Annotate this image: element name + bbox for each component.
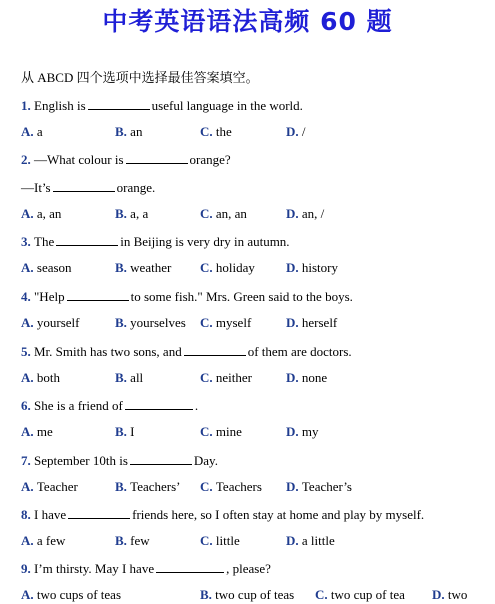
question-4-option-b[interactable] [115,315,186,331]
question-text-after: useful language in the world. [151,98,303,113]
question-5-text [21,343,352,360]
option-letter: A. [21,260,37,275]
option-text: none [301,370,328,385]
question-8-option-b[interactable] [115,533,150,549]
option-letter: C. [200,206,216,221]
question-5-option-d[interactable] [286,370,327,386]
option-letter: A. [21,479,37,494]
question-2-option-b[interactable] [115,206,148,222]
option-letter: D. [286,315,302,330]
option-letter: A. [21,587,37,602]
option-letter: D. [286,124,302,139]
option-letter: A. [21,124,37,139]
option-text: mine [215,424,242,439]
option-letter: C. [200,124,216,139]
question-5-option-b[interactable] [115,370,143,386]
option-letter: C. [200,260,216,275]
option-letter: C. [200,315,216,330]
option-letter: B. [115,260,131,275]
option-text: Teacher’s [301,479,352,494]
question-text-after: orange? [189,152,231,167]
question-number: 9. [21,561,34,576]
page-title: 中考英语语法高频 60 题 [102,7,393,36]
option-letter: A. [21,424,37,439]
option-letter: D. [286,206,302,221]
question-3-option-a[interactable] [21,260,72,276]
question-text-before: I’m thirsty. May I have [34,561,155,576]
option-text: an, an [215,206,247,221]
option-text: weather [130,260,172,275]
question-4-option-a[interactable] [21,315,80,331]
question-number: 4. [21,289,34,304]
option-text: yourselves [130,315,186,330]
question-4-option-d[interactable] [286,315,337,331]
option-letter: C. [200,370,216,385]
answer-blank [53,179,115,192]
option-text: history [301,260,339,275]
answer-blank [126,151,188,164]
option-letter: B. [200,587,216,602]
option-text: myself [215,315,252,330]
question-6-option-a[interactable] [21,424,53,440]
option-letter: B. [115,206,131,221]
option-text: herself [301,315,338,330]
question-2-option-c[interactable] [200,206,247,222]
question-number: 8. [21,507,34,522]
question-4-option-c[interactable] [200,315,251,331]
option-text: my [301,424,319,439]
answer-blank [130,452,192,465]
question-6-option-d[interactable] [286,424,319,440]
question-9-option-a[interactable] [21,587,121,603]
option-letter: C. [200,479,216,494]
question-2-option-a[interactable] [21,206,61,222]
option-letter: C. [315,587,331,602]
option-letter: A. [21,315,37,330]
question-text-after: , please? [226,561,271,576]
question-number: 6. [21,398,34,413]
question-1-option-d[interactable] [286,124,306,140]
answer-blank [125,397,193,410]
question-7-option-c[interactable] [200,479,262,495]
question-3-option-b[interactable] [115,260,171,276]
option-text: an, / [301,206,325,221]
option-text: neither [215,370,252,385]
question-3-option-c[interactable] [200,260,255,276]
option-text: me [36,424,53,439]
option-text: yourself [36,315,80,330]
question-text-before: The [34,234,55,249]
question-9-option-c[interactable] [315,587,405,603]
option-text: I [130,424,135,439]
answer-blank [88,97,150,110]
option-text: a few [36,533,66,548]
option-letter: C. [200,533,216,548]
option-letter: D. [286,370,302,385]
option-text: both [36,370,61,385]
question-8-option-a[interactable] [21,533,65,549]
option-text: season [36,260,72,275]
question-text-after: of them are doctors. [247,344,352,359]
question-text-before: —What colour is [34,152,124,167]
option-text: an [130,124,143,139]
question-text-after: friends here, so I often stay at home and play by myself. [132,507,425,522]
question-number: 3. [21,234,34,249]
question-text-after: to some fish." Mrs. Green said to the boys. [130,289,353,304]
option-letter: B. [115,124,131,139]
option-text: little [215,533,240,548]
question-1-option-c[interactable] [200,124,232,140]
question-text-after: . [194,398,199,413]
option-letter: B. [115,315,131,330]
option-text: two [447,587,468,602]
question-5-option-a[interactable] [21,370,60,386]
answer-blank [184,343,246,356]
question-8-option-c[interactable] [200,533,240,549]
question-6-option-b[interactable] [115,424,135,440]
option-letter: D. [286,533,302,548]
question-8-text [21,506,424,523]
option-text: / [301,124,306,139]
question-6-text [21,397,198,414]
question-2-text [21,179,155,196]
question-text-before: Mr. Smith has two sons, and [34,344,182,359]
question-7-option-b[interactable] [115,479,181,495]
question-7-option-a[interactable] [21,479,78,495]
option-text: a [36,124,43,139]
question-9-option-d[interactable] [432,587,467,603]
answer-blank [56,233,118,246]
question-4-text [21,288,353,305]
answer-blank [68,506,130,519]
question-8-option-d[interactable] [286,533,335,549]
question-text-before: "Help [34,289,65,304]
question-number: 7. [21,453,34,468]
option-text: two cup of teas [215,587,295,602]
question-text-before: I have [34,507,67,522]
question-6-option-c[interactable] [200,424,242,440]
option-text: two cup of tea [330,587,405,602]
question-number: 2. [21,152,34,167]
option-letter: D. [286,424,302,439]
option-letter: C. [200,424,216,439]
option-text: two cups of teas [36,587,122,602]
question-2-text [21,151,231,168]
question-1-text [21,97,303,114]
question-2-option-d[interactable] [286,206,324,222]
question-1-option-a[interactable] [21,124,43,140]
option-letter: D. [286,479,302,494]
question-text-before: —It’s [21,180,51,195]
option-letter: B. [115,370,131,385]
option-text: holiday [215,260,255,275]
question-number: 1. [21,98,34,113]
option-text: a, an [36,206,62,221]
question-text-after: Day. [193,453,218,468]
option-letter: B. [115,533,131,548]
option-letter: B. [115,479,131,494]
question-text-before: September 10th is [34,453,128,468]
question-text-before: She is a friend of [34,398,123,413]
option-letter: D. [286,260,302,275]
option-letter: D. [432,587,448,602]
question-7-option-d[interactable] [286,479,352,495]
question-text-before: English is [34,98,86,113]
option-letter: A. [21,206,37,221]
question-3-option-d[interactable] [286,260,338,276]
option-text: a little [301,533,335,548]
option-text: Teacher [36,479,78,494]
instruction: 从 ABCD 四个选项中选择最佳答案填空。 [21,70,259,85]
question-3-text [21,233,290,250]
option-text: Teachers [215,479,262,494]
option-text: Teachers’ [130,479,181,494]
question-text-after: in Beijing is very dry in autumn. [120,234,290,249]
option-letter: A. [21,370,37,385]
answer-blank [67,288,129,301]
option-text: few [130,533,150,548]
question-9-text [21,560,271,577]
answer-blank [156,560,224,573]
question-1-option-b[interactable] [115,124,142,140]
option-text: the [215,124,232,139]
option-text: a, a [130,206,149,221]
question-text-after: orange. [116,180,156,195]
question-5-option-c[interactable] [200,370,252,386]
option-text: all [130,370,144,385]
question-number: 5. [21,344,34,359]
option-letter: B. [115,424,131,439]
question-9-option-b[interactable] [200,587,294,603]
question-7-text [21,452,218,469]
option-letter: A. [21,533,37,548]
